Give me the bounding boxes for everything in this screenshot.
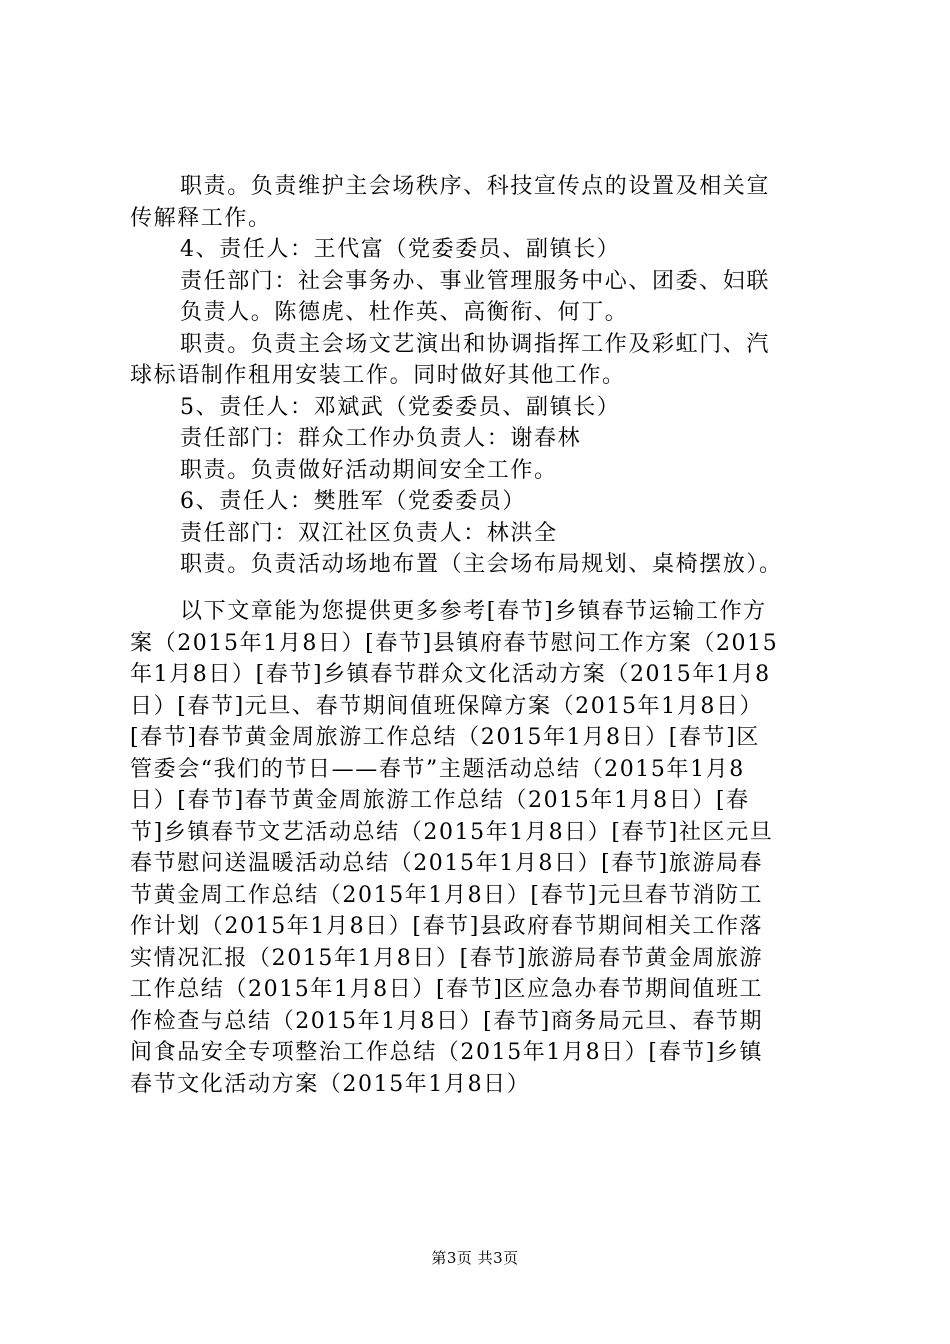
- references-section: [130, 596, 830, 1100]
- references-line: 年1月8日）[春节]乡镇春节群众文化活动方案（2015年1月8: [130, 662, 771, 687]
- references-line: 工作总结（2015年1月8日）[春节]区应急办春节期间值班工: [130, 977, 764, 1002]
- paragraph-department-6: 责任部门：双江社区负责人：林洪全: [180, 520, 558, 546]
- references-line: 日）[春节]春节黄金周旅游工作总结（2015年1月8日）[春: [130, 788, 750, 813]
- references-line: 实情况汇报（2015年1月8日）[春节]旅游局春节黄金周旅游: [130, 945, 764, 971]
- references-line: 节]乡镇春节文艺活动总结（2015年1月8日）[春节]社区元旦: [130, 819, 774, 845]
- paragraph-leaders-4: 负责人。陈德虎、杜作英、高衡衔、何丁。: [180, 300, 629, 325]
- paragraph-responsible-4: 4、责任人：王代富（党委委员、副镇长）: [180, 237, 621, 262]
- references-line: 节黄金周工作总结（2015年1月8日）[春节]元旦春节消防工: [130, 882, 764, 908]
- page-footer: [0, 1247, 950, 1268]
- references-line: 案（2015年1月8日）[春节]县镇府春节慰问工作方案（2015: [130, 630, 779, 656]
- references-line: 间食品安全专项整治工作总结（2015年1月8日）[春节]乡镇: [130, 1040, 764, 1065]
- references-line: 日）[春节]元旦、春节期间值班保障方案（2015年1月8日）: [130, 693, 764, 719]
- references-line: 作检查与总结（2015年1月8日）[春节]商务局元旦、春节期: [130, 1008, 764, 1034]
- references-line: 春节文化活动方案（2015年1月8日）: [130, 1071, 531, 1097]
- paragraph-duty-5: 职责。负责做好活动期间安全工作。: [180, 457, 558, 483]
- paragraph-duty-3: 职责。负责维护主会场秩序、科技宣传点的设置及相关宣: [180, 174, 771, 199]
- paragraph-responsible-5: 5、责任人：邓斌武（党委委员、副镇长）: [180, 394, 621, 420]
- paragraph-department-4: 责任部门：社会事务办、事业管理服务中心、团委、妇联: [180, 268, 771, 294]
- paragraph-duty-6: 职责。负责活动场地布置（主会场布局规划、桌椅摆放）。: [180, 552, 783, 577]
- paragraph-duty-4-cont: 球标语制作租用安装工作。同时做好其他工作。: [130, 363, 626, 388]
- references-line: 作计划（2015年1月8日）[春节]县政府春节期间相关工作落: [130, 914, 764, 939]
- responsibility-section: [130, 171, 830, 581]
- paragraph-responsible-6: 6、责任人：樊胜军（党委委员）: [180, 489, 526, 514]
- references-line: 管委会“我们的节日——春节”主题活动总结（2015年1月8: [130, 756, 745, 782]
- paragraph-duty-4: 职责。负责主会场文艺演出和协调指挥工作及彩虹门、汽: [180, 331, 771, 357]
- paragraph-department-5: 责任部门：群众工作办负责人：谢春林: [180, 426, 582, 451]
- page-number-label: 第3页 共3页: [431, 1249, 519, 1267]
- references-line: 春节慰问送温暖活动总结（2015年1月8日）[春节]旅游局春: [130, 851, 764, 876]
- references-line: [春节]春节黄金周旅游工作总结（2015年1月8日）[春节]区: [130, 725, 760, 750]
- paragraph-duty-3-cont: 传解释工作。: [130, 205, 272, 231]
- references-line: 以下文章能为您提供更多参考[春节]乡镇春节运输工作方: [180, 599, 767, 624]
